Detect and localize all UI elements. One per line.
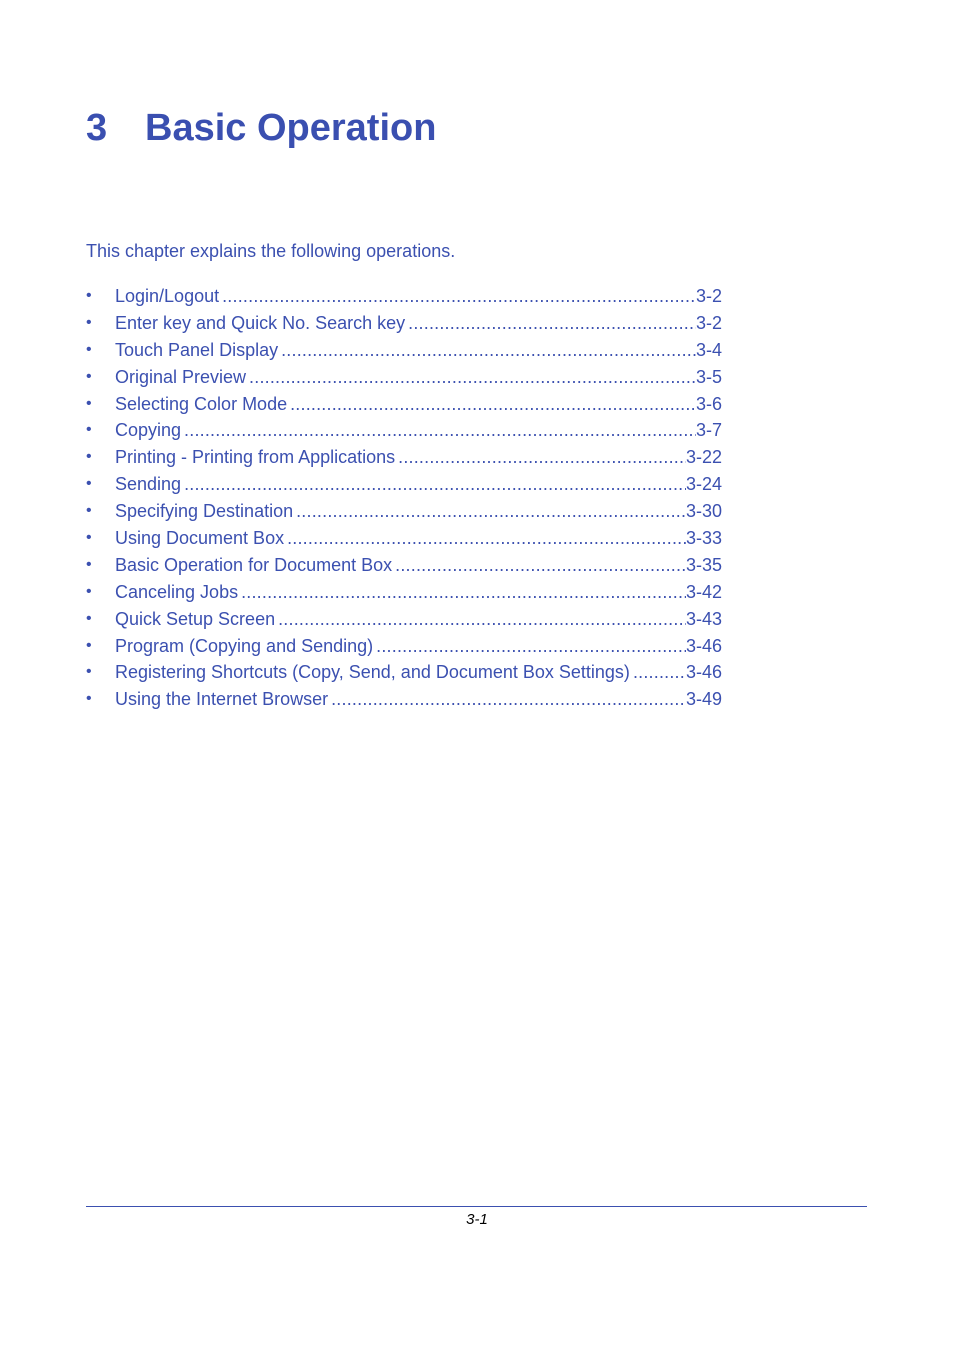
toc-item-page[interactable]: 3-33 xyxy=(685,528,722,549)
table-of-contents xyxy=(86,285,722,715)
toc-item-page[interactable]: 3-7 xyxy=(695,420,722,441)
chapter-intro: This chapter explains the following operations. xyxy=(86,241,456,261)
dot-leader xyxy=(287,527,686,549)
bullet-icon: • xyxy=(86,636,92,654)
toc-item-page[interactable]: 3-4 xyxy=(695,339,722,360)
dot-leader xyxy=(184,473,686,495)
dot-leader xyxy=(241,581,686,603)
toc-item-title[interactable]: Registering Shortcuts (Copy, Send, and Document Box Settings) xyxy=(115,662,630,683)
bullet-icon: • xyxy=(86,529,92,547)
toc-item-login-logout[interactable] xyxy=(86,285,722,312)
toc-item-page[interactable]: 3-30 xyxy=(685,501,722,522)
dot-leader xyxy=(408,312,696,334)
dot-leader xyxy=(281,339,696,361)
toc-item-title[interactable]: Quick Setup Screen xyxy=(115,608,276,629)
toc-item-page[interactable]: 3-46 xyxy=(685,635,722,656)
bullet-icon: • xyxy=(86,287,92,304)
toc-item-sending[interactable] xyxy=(86,473,722,500)
toc-item-selecting-color-mode[interactable] xyxy=(86,393,722,420)
bullet-icon: • xyxy=(86,690,92,708)
toc-item-basic-operation-document-box[interactable] xyxy=(86,554,722,581)
chapter-title: Basic Operation xyxy=(145,107,437,149)
toc-item-specifying-destination[interactable] xyxy=(86,500,722,527)
chapter-heading xyxy=(86,104,436,152)
toc-item-page[interactable]: 3-24 xyxy=(685,474,722,495)
toc-item-page[interactable]: 3-49 xyxy=(685,689,722,710)
bullet-icon: • xyxy=(86,421,92,439)
toc-item-title[interactable]: Basic Operation for Document Box xyxy=(115,554,393,575)
toc-item-copying[interactable] xyxy=(86,419,722,446)
toc-item-title[interactable]: Canceling Jobs xyxy=(115,581,239,602)
page-number: 3-1 xyxy=(466,1211,488,1228)
dot-leader xyxy=(249,366,696,388)
dot-leader xyxy=(395,554,686,576)
bullet-icon: • xyxy=(86,313,92,331)
toc-item-title[interactable]: Sending xyxy=(115,474,182,495)
toc-item-title[interactable]: Using the Internet Browser xyxy=(115,689,329,710)
toc-item-page[interactable]: 3-43 xyxy=(685,608,722,629)
dot-leader xyxy=(633,661,686,683)
bullet-icon: • xyxy=(86,663,92,681)
toc-item-page[interactable]: 3-2 xyxy=(695,286,722,306)
bullet-icon: • xyxy=(86,502,92,520)
toc-item-page[interactable]: 3-5 xyxy=(695,366,722,387)
toc-item-page[interactable]: 3-6 xyxy=(695,393,722,414)
toc-item-original-preview[interactable] xyxy=(86,366,722,393)
dot-leader xyxy=(184,419,696,441)
toc-item-using-document-box[interactable] xyxy=(86,527,722,554)
toc-item-page[interactable]: 3-22 xyxy=(685,447,722,468)
toc-item-title[interactable]: Touch Panel Display xyxy=(115,339,279,360)
toc-item-touch-panel-display[interactable] xyxy=(86,339,722,366)
toc-item-title[interactable]: Login/Logout xyxy=(115,286,220,306)
toc-item-canceling-jobs[interactable] xyxy=(86,581,722,608)
bullet-icon: • xyxy=(86,340,92,358)
toc-item-title[interactable]: Enter key and Quick No. Search key xyxy=(115,312,406,333)
chapter-number: 3 xyxy=(86,107,108,149)
dot-leader xyxy=(398,446,686,468)
bullet-icon: • xyxy=(86,609,92,627)
toc-item-page[interactable]: 3-46 xyxy=(685,662,722,683)
toc-item-title[interactable]: Using Document Box xyxy=(115,528,285,549)
dot-leader xyxy=(376,635,686,657)
bullet-icon: • xyxy=(86,582,92,600)
toc-item-page[interactable]: 3-42 xyxy=(685,581,722,602)
dot-leader xyxy=(296,500,686,522)
toc-item-title[interactable]: Program (Copying and Sending) xyxy=(115,635,374,656)
dot-leader xyxy=(331,688,686,710)
toc-item-internet-browser[interactable] xyxy=(86,688,722,715)
bullet-icon: • xyxy=(86,555,92,573)
bullet-icon: • xyxy=(86,448,92,466)
toc-item-program[interactable] xyxy=(86,635,722,662)
toc-item-title[interactable]: Specifying Destination xyxy=(115,501,294,522)
bullet-icon: • xyxy=(86,367,92,385)
bullet-icon: • xyxy=(86,394,92,412)
dot-leader xyxy=(222,285,696,307)
toc-item-page[interactable]: 3-2 xyxy=(695,312,722,333)
toc-item-registering-shortcuts[interactable] xyxy=(86,661,722,688)
dot-leader xyxy=(278,608,686,630)
toc-item-title[interactable]: Selecting Color Mode xyxy=(115,393,288,414)
footer-divider xyxy=(86,1206,867,1207)
toc-item-page[interactable]: 3-35 xyxy=(685,554,722,575)
toc-item-title[interactable]: Printing - Printing from Applications xyxy=(115,447,396,468)
toc-item-title[interactable]: Copying xyxy=(115,420,182,441)
bullet-icon: • xyxy=(86,475,92,493)
toc-item-printing[interactable] xyxy=(86,446,722,473)
toc-item-enter-key[interactable] xyxy=(86,312,722,339)
dot-leader xyxy=(290,393,696,415)
toc-item-quick-setup-screen[interactable] xyxy=(86,608,722,635)
toc-item-title[interactable]: Original Preview xyxy=(115,366,247,387)
